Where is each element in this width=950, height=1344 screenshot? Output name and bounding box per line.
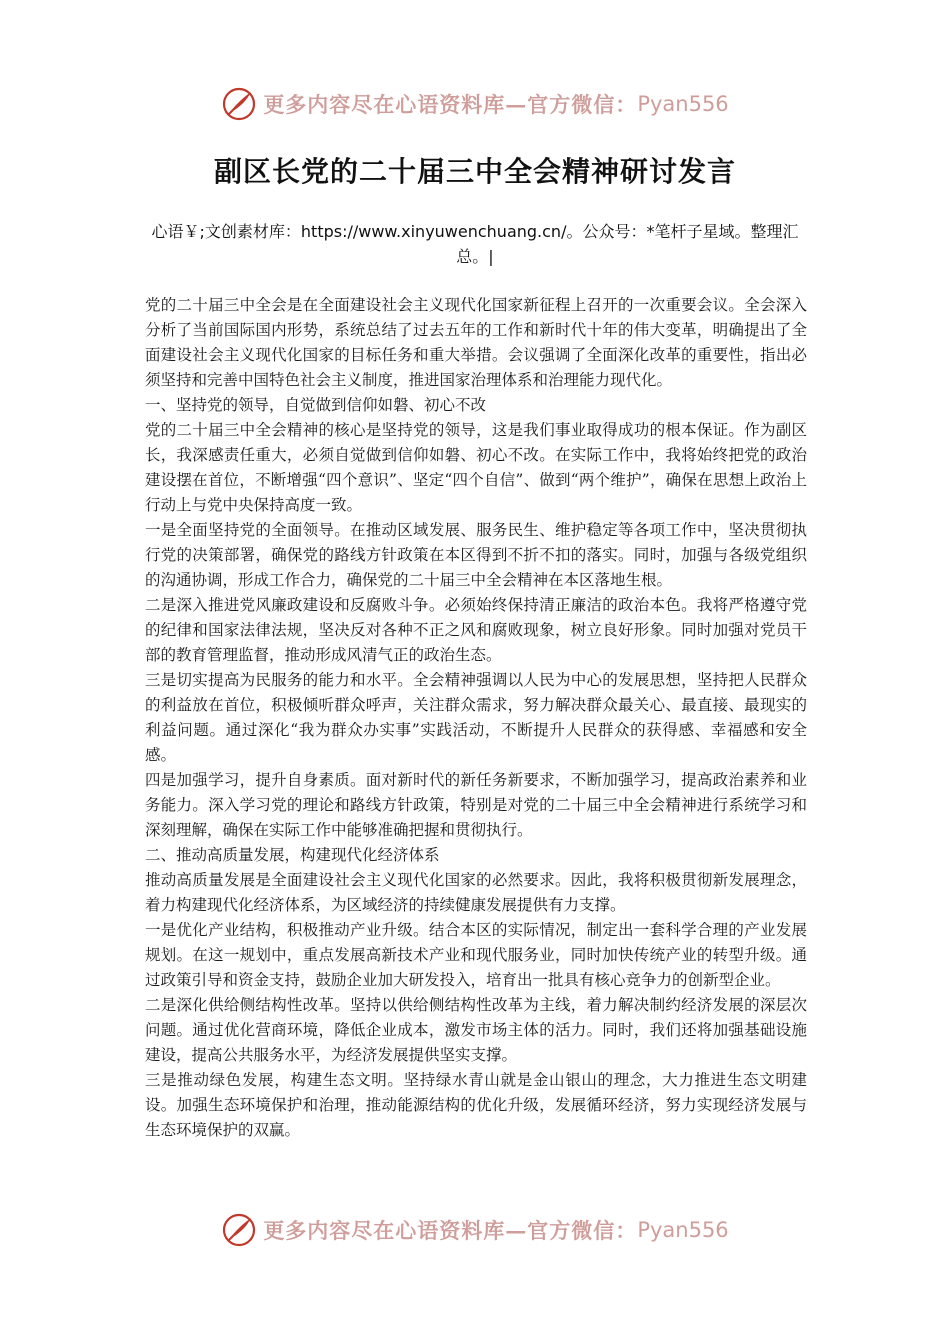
header-banner (0, 82, 950, 126)
paragraph-intro: 党的二十届三中全会是在全面建设社会主义现代化国家新征程上召开的一次重要会议。全会深入分析了当前国际国内形势，系统总结了过去五年的工作和新时代十年的伟大变革，明确提出了全面建设社会主义现代化国家的目标任务和重大举措。会议强调了全面深化改革的重要性，指出必须坚持和完善中国特色社会主义制度，推进国家治理体系和治理能力现代化。 (145, 296, 807, 389)
quill-pen-logo-icon (221, 1212, 257, 1248)
document-body (145, 293, 807, 1143)
section-heading-2: 二、推动高质量发展，构建现代化经济体系 (145, 846, 440, 864)
wechat-id: Pyan556 (637, 92, 729, 116)
quill-pen-logo-icon (221, 86, 257, 122)
source-line: 心语￥;文创素材库：https://www.xinyuwenchuang.cn/。公众号：*笔杆子星域。整理汇总。| (151, 222, 799, 266)
paragraph: 一是全面坚持党的全面领导。在推动区域发展、服务民生、维护稳定等各项工作中，坚决贯彻执行党的决策部署，确保党的路线方针政策在本区得到不折不扣的落实。同时，加强与各级党组织的沟通协调，形成工作合力，确保党的二十届三中全会精神在本区落地生根。 (145, 521, 807, 589)
section-heading-1: 一、坚持党的领导，自觉做到信仰如磐、初心不改 (145, 396, 487, 414)
paragraph: 一是优化产业结构，积极推动产业升级。结合本区的实际情况，制定出一套科学合理的产业发展规划。在这一规划中，重点发展高新技术产业和现代服务业，同时加快传统产业的转型升级。通过政策引导和资金支持，鼓励企业加大研发投入，培育出一批具有核心竞争力的创新型企业。 (145, 921, 807, 989)
paragraph: 四是加强学习，提升自身素质。面对新时代的新任务新要求，不断加强学习，提高政治素养和业务能力。深入学习党的理论和路线方针政策，特别是对党的二十届三中全会精神进行系统学习和深刻理解，确保在实际工作中能够准确把握和贯彻执行。 (145, 771, 807, 839)
paragraph: 二是深化供给侧结构性改革。坚持以供给侧结构性改革为主线，着力解决制约经济发展的深层次问题。通过优化营商环境，降低企业成本，激发市场主体的活力。同时，我们还将加强基础设施建设，提高公共服务水平，为经济发展提供坚实支撑。 (145, 996, 807, 1064)
paragraph: 推动高质量发展是全面建设社会主义现代化国家的必然要求。因此，我将积极贯彻新发展理念，着力构建现代化经济体系，为区域经济的持续健康发展提供有力支撑。 (145, 871, 807, 914)
wechat-id: Pyan556 (637, 1218, 729, 1242)
paragraph: 三是切实提高为民服务的能力和水平。全会精神强调以人民为中心的发展思想，坚持把人民群众的利益放在首位，积极倾听群众呼声，关注群众需求，努力解决群众最关心、最直接、最现实的利益问题。通过深化“我为群众办实事”实践活动，不断提升人民群众的获得感、幸福感和安全感。 (145, 671, 807, 764)
paragraph: 三是推动绿色发展，构建生态文明。坚持绿水青山就是金山银山的理念，大力推进生态文明建设。加强生态环境保护和治理，推动能源结构的优化升级，发展循环经济，努力实现经济发展与生态环境保护的双赢。 (145, 1071, 807, 1139)
banner-text: 更多内容尽在心语资料库—官方微信： (263, 1218, 638, 1243)
paragraph: 党的二十届三中全会精神的核心是坚持党的领导，这是我们事业取得成功的根本保证。作为副区长，我深感责任重大，必须自觉做到信仰如磐、初心不改。在实际工作中，我将始终把党的政治建设摆在首位，不断增强“四个意识”、坚定“四个自信”、做到“两个维护”，确保在思想上政治上行动上与党中央保持高度一致。 (145, 421, 807, 514)
footer-banner (0, 1208, 950, 1252)
document-title: 副区长党的二十届三中全会精神研讨发言 (213, 155, 736, 188)
paragraph: 二是深入推进党风廉政建设和反腐败斗争。必须始终保持清正廉洁的政治本色。我将严格遵守党的纪律和国家法律法规，坚决反对各种不正之风和腐败现象，树立良好形象。同时加强对党员干部的教育管理监督，推动形成风清气正的政治生态。 (145, 596, 807, 664)
banner-text: 更多内容尽在心语资料库—官方微信： (263, 92, 638, 117)
